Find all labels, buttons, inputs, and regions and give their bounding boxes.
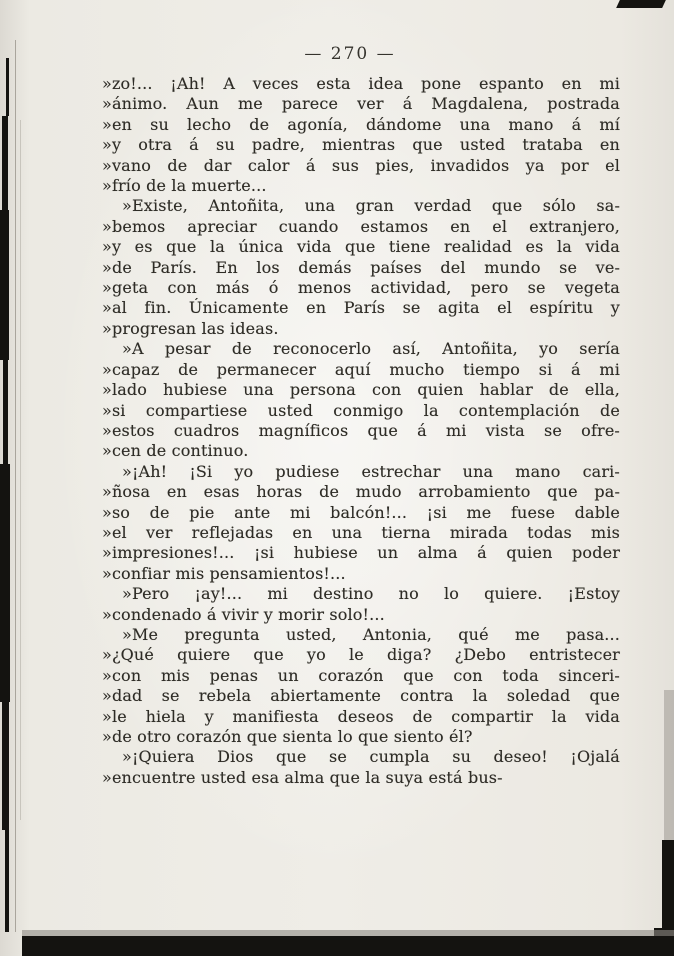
gutter-fold-line-2	[20, 120, 21, 820]
text-line: »Pero ¡ay!... mi destino no lo quiere. ¡Estoy	[122, 584, 620, 604]
paragraph	[102, 196, 620, 339]
text-line: »ñosa en esas horas de mudo arrobamiento que pa-	[102, 482, 620, 502]
text-line: »geta con más ó menos actividad, pero se vegeta	[102, 278, 620, 298]
text-line: »con mis penas un corazón que con toda sinceri-	[102, 665, 620, 685]
binding-mark-5	[0, 464, 10, 702]
text-line: »vano de dar calor á sus pies, invadidos ya por el	[102, 155, 620, 175]
bottom-edge-tail	[36, 948, 674, 956]
text-line: »y es que la única vida que tiene realidad es la vida	[102, 237, 620, 257]
text-line: »cen de continuo.	[102, 441, 249, 461]
text-line: »bemos apreciar cuando estamos en el extranjero,	[102, 216, 620, 236]
page-text	[102, 74, 620, 788]
corner-mark	[616, 0, 666, 8]
paragraph	[102, 339, 620, 461]
text-line: »frío de la muerte...	[102, 176, 267, 196]
text-line: »impresiones!... ¡si hubiese un alma á quien poder	[102, 543, 620, 563]
text-line: »progresan las ideas.	[102, 318, 279, 338]
paragraph	[102, 625, 620, 747]
text-line: »dad se rebela abiertamente contra la soledad que	[102, 686, 620, 706]
text-line: »de París. En los demás países del mundo se ve-	[102, 257, 620, 277]
binding-mark-2	[2, 116, 8, 212]
binding-mark-3	[0, 210, 9, 360]
text-line: »en su lecho de agonía, dándome una mano á mí	[102, 114, 620, 134]
text-line: »estos cuadros magníficos que á mi vista se ofre-	[102, 420, 620, 440]
text-line: »lado hubiese una persona con quien hablar de ella,	[102, 380, 620, 400]
text-line: »le hiela y manifiesta deseos de compartir la vida	[102, 706, 620, 726]
paragraph	[102, 747, 620, 788]
text-line: »ánimo. Aun me parece ver á Magdalena, postrada	[102, 94, 620, 114]
text-line: »¿Qué quiere que yo le diga? ¿Debo entristecer	[102, 645, 620, 665]
text-line: »y otra á su padre, mientras que usted trataba en	[102, 135, 620, 155]
text-line: »si compartiese usted conmigo la contemplación de	[102, 400, 620, 420]
text-line: »¡Ah! ¡Si yo pudiese estrechar una mano cari-	[122, 461, 620, 481]
text-line: »¡Quiera Dios que se cumpla su deseo! ¡Ojalá	[122, 747, 620, 767]
text-line: »condenado á vivir y morir solo!...	[102, 604, 385, 624]
right-edge-shadow	[664, 690, 674, 850]
binding-mark-1	[6, 58, 9, 116]
text-line: »A pesar de reconocerlo así, Antoñita, yo sería	[122, 339, 620, 359]
text-line: »capaz de permanecer aquí mucho tiempo si á mi	[102, 359, 620, 379]
text-line: »Me pregunta usted, Antonia, qué me pasa...	[122, 624, 620, 644]
binding-mark-7	[5, 828, 9, 932]
text-line: »confiar mis pensamientos!...	[102, 563, 346, 583]
text-line: »al fin. Únicamente en París se agita el espíritu y	[102, 298, 620, 318]
page-number: — 270 —	[304, 44, 396, 64]
text-line: »encuentre usted esa alma que la suya está bus-	[102, 767, 503, 787]
text-line: »el ver reflejadas en una tierna mirada todas mis	[102, 522, 620, 542]
paragraph	[102, 462, 620, 584]
gutter-fold-line	[15, 40, 16, 932]
text-line: »de otro corazón que sienta lo que siento él?	[102, 727, 473, 746]
paragraph	[102, 584, 620, 625]
binding-mark-6	[2, 700, 9, 830]
text-line: »so de pie ante mi balcón!... ¡si me fuese dable	[102, 502, 620, 522]
paragraph	[102, 74, 620, 196]
text-line: »zo!... ¡Ah! A veces esta idea pone espanto en mi	[102, 74, 620, 93]
binding-mark-4	[3, 358, 8, 466]
text-line: »Existe, Antoñita, una gran verdad que sólo sa-	[122, 196, 620, 216]
